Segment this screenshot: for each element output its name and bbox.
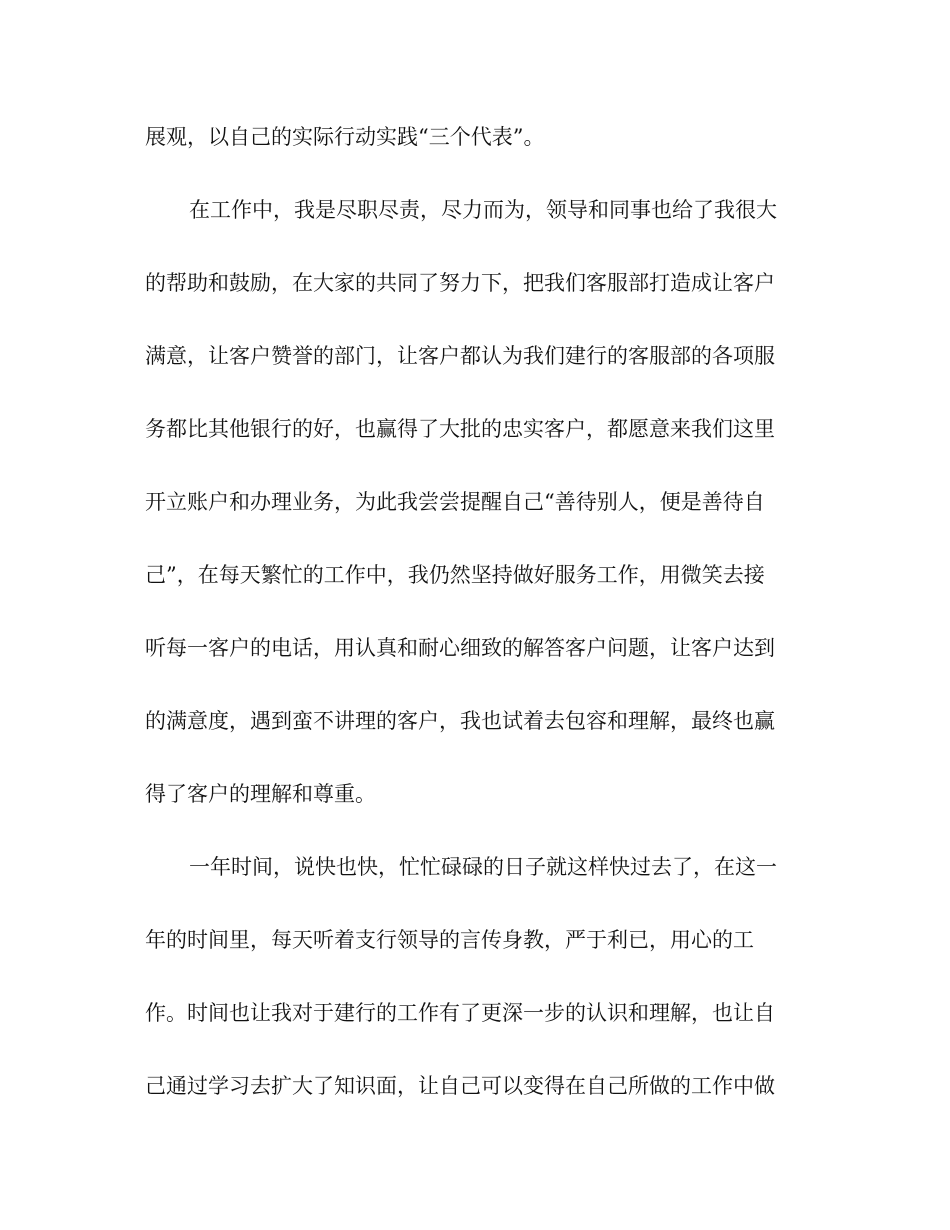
text-line: 听每一客户的电话，用认真和耐心细致的解答客户问题，让客户达到 (145, 636, 775, 660)
text-line: 己”，在每天繁忙的工作中，我仍然坚持做好服务工作，用微笑去接 (145, 563, 765, 587)
text-line: 得了客户的理解和尊重。 (145, 782, 376, 806)
text-line: 作。时间也让我对于建行的工作有了更深一步的认识和理解，也让自 (145, 1001, 775, 1025)
text-line: 年的时间里，每天听着支行领导的言传身教，严于利已，用心的工 (145, 928, 754, 952)
text-line: 展观，以自己的实际行动实践“三个代表”。 (145, 125, 545, 149)
text-line: 己通过学习去扩大了知识面，让自己可以变得在自己所做的工作中做 (145, 1074, 775, 1098)
text-line: 一年时间，说快也快，忙忙碌碌的日子就这样快过去了，在这一 (189, 855, 777, 879)
text-line: 开立账户和办理业务，为此我尝尝提醒自己“善待别人，便是善待自 (145, 490, 765, 514)
document-body (145, 124, 805, 1146)
text-line: 满意，让客户赞誉的部门，让客户都认为我们建行的客服部的各项服 (145, 344, 775, 368)
text-line: 务都比其他银行的好，也赢得了大批的忠实客户，都愿意来我们这里 (145, 417, 775, 441)
text-line: 在工作中，我是尽职尽责，尽力而为，领导和同事也给了我很大 (189, 198, 777, 222)
text-line: 的满意度，遇到蛮不讲理的客户，我也试着去包容和理解，最终也赢 (145, 709, 775, 733)
text-line: 的帮助和鼓励，在大家的共同了努力下，把我们客服部打造成让客户 (145, 271, 775, 295)
